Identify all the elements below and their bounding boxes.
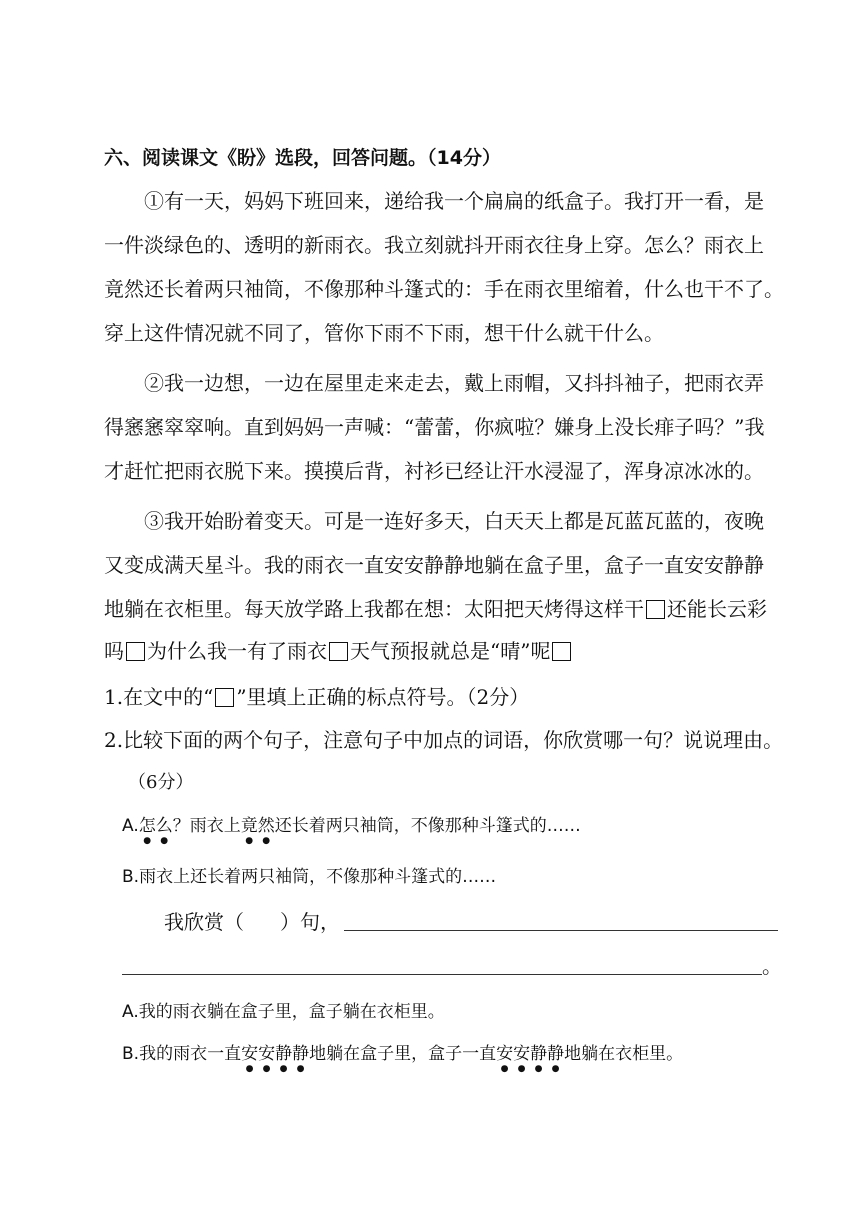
question-1 [104, 683, 529, 711]
question-3-option-b [122, 1040, 683, 1074]
passage-p1-line3: 竟然还长着两只袖筒，不像那种斗篷式的：手在雨衣里缩着，什么也干不了。 [104, 277, 784, 301]
answer-pre: 我欣赏（ [164, 910, 244, 934]
question-2-answer [164, 908, 340, 936]
question-3-option-a: A.我的雨衣躺在盒子里，盒子躺在衣柜里。 [122, 1002, 445, 1022]
passage-p3-line3 [104, 595, 767, 623]
option-b-text-3: 地躺在衣柜里。 [564, 1044, 684, 1064]
emphasis-word-zenme: 怎么 [138, 816, 173, 836]
question-2-prompt: 2.比较下面的两个句子，注意句子中加点的词语，你欣赏哪一句？说说理由。 [104, 728, 784, 752]
passage-p3-tail-c: 为什么我一有了雨衣 [147, 639, 327, 663]
option-b-text-1: B.我的雨衣一直 [122, 1044, 242, 1064]
passage-p3-tail-b: 吗 [104, 639, 124, 663]
passage-p3-line3-text: 地躺在衣柜里。每天放学路上我都在想：太阳把天烤得这样干 [104, 597, 644, 621]
punctuation-blank-1[interactable] [646, 600, 665, 619]
passage-p3-tail-a: 还能长云彩 [667, 597, 767, 621]
punctuation-blank-2[interactable] [126, 642, 145, 661]
section-title: 六、阅读课文《盼》选段，回答问题。（14分） [104, 147, 501, 169]
emphasis-word-anan-1: 安安静静 [241, 1044, 310, 1064]
emphasis-word-jingran: 竟然 [240, 816, 275, 836]
question-1-pre: 1.在文中的“ [104, 685, 214, 709]
question-2-option-a [122, 812, 581, 846]
question-1-post: ”里填上正确的标点符号。（2分） [236, 685, 530, 709]
question-2-option-b: B.雨衣上还长着两只袖筒，不像那种斗篷式的…… [122, 867, 497, 887]
answer-line-1[interactable] [344, 930, 778, 931]
option-a-text-1: ？雨衣上 [172, 816, 241, 836]
question-1-box-icon [215, 688, 234, 707]
answer-line-2[interactable] [122, 974, 762, 975]
option-b-text-2: 地躺在盒子里，盒子一直 [309, 1044, 497, 1064]
passage-p1-line4: 穿上这件情况就不同了，管你下雨不下雨，想干什么就干什么。 [104, 321, 664, 345]
passage-p3-tail-d: 天气预报就总是“晴”呢 [350, 639, 551, 663]
punctuation-blank-3[interactable] [329, 642, 348, 661]
passage-p2-line1: ②我一边想，一边在屋里走来走去，戴上雨帽，又抖抖袖子，把雨衣弄 [144, 371, 764, 395]
emphasis-word-anan-2: 安安静静 [496, 1044, 565, 1064]
answer-post: ）句， [280, 910, 340, 934]
option-a-text-2: 还长着两只袖筒，不像那种斗篷式的…… [274, 816, 581, 836]
punctuation-blank-4[interactable] [552, 642, 571, 661]
passage-p2-line3: 才赶忙把雨衣脱下来。摸摸后背，衬衫已经让汗水浸湿了，浑身凉冰冰的。 [104, 459, 764, 483]
passage-p1-line1: ①有一天，妈妈下班回来，递给我一个扁扁的纸盒子。我打开一看，是 [144, 189, 764, 213]
option-a-label: A. [122, 816, 139, 836]
passage-p3-line1: ③我开始盼着变天。可是一连好多天，白天天上都是瓦蓝瓦蓝的，夜晚 [144, 509, 764, 533]
answer-end-period: 。 [762, 954, 782, 978]
question-2-points: （6分） [128, 772, 194, 793]
passage-p3-line4 [104, 637, 573, 665]
passage-p2-line2: 得窸窸窣窣响。直到妈妈一声喊：“蕾蕾，你疯啦？嫌身上没长痱子吗？”我 [104, 415, 765, 439]
passage-p3-line2: 又变成满天星斗。我的雨衣一直安安静静地躺在盒子里，盒子一直安安静静 [104, 553, 764, 577]
passage-p1-line2: 一件淡绿色的、透明的新雨衣。我立刻就抖开雨衣往身上穿。怎么？雨衣上 [104, 233, 764, 257]
